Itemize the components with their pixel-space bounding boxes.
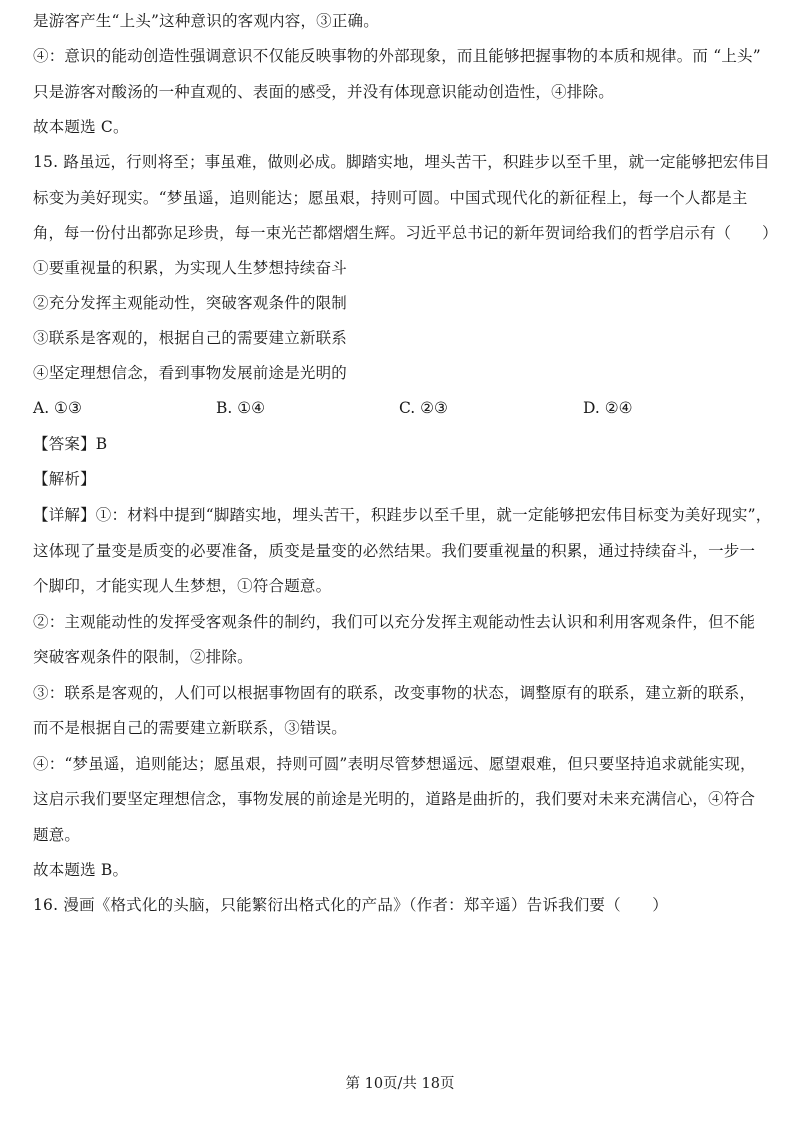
question-15-stem: 角，每一份付出都弥足珍贵，每一束光芒都熠熠生辉。习近平总书记的新年贺词给我们的哲学启示有（ ） [33,224,778,242]
text-line: ④：意识的能动创造性强调意识不仅能反映事物的外部现象，而且能够把握事物的本质和规律。而 “上头” [33,47,761,65]
option-d: D. ②④ [583,399,633,417]
question-15-stem: 标变为美好现实。“梦虽遥，追则能达；愿虽艰，持则可圆。中国式现代化的新征程上，每一个人都是主 [33,189,748,207]
explanation-line: 个脚印，才能实现人生梦想，①符合题意。 [33,577,332,595]
explanation-line: ④：“梦虽遥，追则能达；愿虽艰，持则可圆”表明尽管梦想遥远、愿望艰难，但只要坚持追求就能实现， [33,755,756,773]
statement-1: ①要重视量的积累，为实现人生梦想持续奋斗 [33,259,348,277]
question-16-stem: 16. 漫画《格式化的头脑，只能繁衍出格式化的产品》（作者：郑辛遥）告诉我们要（ ） [33,896,668,914]
explanation-line: ③：联系是客观的，人们可以根据事物固有的联系，改变事物的状态，调整原有的联系，建立新的联系， [33,684,756,702]
option-c: C. ②③ [399,399,448,417]
text-line: 是游客产生“上头”这种意识的客观内容，③正确。 [33,12,379,30]
explanation-line: 这体现了量变是质变的必要准备，质变是量变的必然结果。我们要重视量的积累，通过持续奋斗，一步一 [33,542,756,560]
statement-3: ③联系是客观的，根据自己的需要建立新联系 [33,329,348,347]
explanation-line: 突破客观条件的限制，②排除。 [33,648,253,666]
statement-4: ④坚定理想信念，看到事物发展前途是光明的 [33,364,348,382]
option-a: A. ①③ [33,399,82,417]
page-number: 第 10页/共 18页 [345,1076,455,1092]
analysis-label: 【解析】 [33,470,96,488]
explanation-line: 而不是根据自己的需要建立新联系，③错误。 [33,719,348,737]
text-line: 故本题选 C。 [33,118,129,136]
text-line: 只是游客对酸汤的一种直观的、表面的感受，并没有体现意识能动创造性，④排除。 [33,83,614,101]
option-b: B. ①④ [216,399,266,417]
answer-options [33,397,773,419]
explanation-line: 题意。 [33,826,81,844]
question-15-stem: 15. 路虽远，行则将至；事虽难，做则必成。脚踏实地，埋头苦干，积跬步以至千里，就一定能够把宏伟目 [33,153,770,171]
explanation-line: 【详解】①：材料中提到“脚踏实地，埋头苦干，积跬步以至千里，就一定能够把宏伟目标变为美好现实”， [33,506,772,524]
explanation-line: ②：主观能动性的发挥受客观条件的制约，我们可以充分发挥主观能动性去认识和利用客观条件，但不能 [33,613,756,631]
answer-label: 【答案】B [33,435,108,453]
conclusion-line: 故本题选 B。 [33,861,129,879]
explanation-line: 这启示我们要坚定理想信念，事物发展的前途是光明的，道路是曲折的，我们要对未来充满信心，④符合 [33,790,756,808]
statement-2: ②充分发挥主观能动性，突破客观条件的限制 [33,294,348,312]
